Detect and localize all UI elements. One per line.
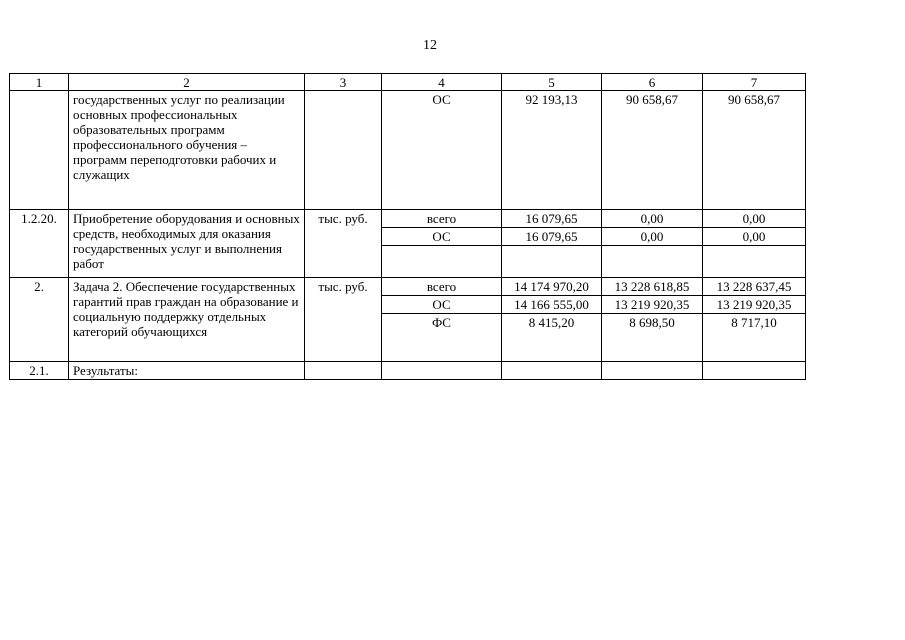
row-description: Приобретение оборудования и основных средств, необходимых для оказания государственных услуг и выполнения работ bbox=[69, 210, 305, 278]
source-cell: ОС bbox=[382, 296, 502, 314]
row-number-cell: 2.1. bbox=[10, 362, 69, 380]
source-cell: ФС bbox=[382, 314, 502, 362]
value-cell: 90 658,67 bbox=[602, 91, 703, 210]
value-cell: 0,00 bbox=[602, 228, 703, 246]
value-cell: 8 698,50 bbox=[602, 314, 703, 362]
value-cell: 8 717,10 bbox=[703, 314, 806, 362]
value-cell: 13 219 920,35 bbox=[703, 296, 806, 314]
row-description: Результаты: bbox=[69, 362, 305, 380]
header-cell: 1 bbox=[10, 74, 69, 91]
source-cell: всего bbox=[382, 278, 502, 296]
table-row bbox=[10, 278, 806, 296]
value-cell: 92 193,13 bbox=[502, 91, 602, 210]
header-cell: 7 bbox=[703, 74, 806, 91]
value-cell: 0,00 bbox=[703, 228, 806, 246]
value-cell: 13 228 637,45 bbox=[703, 278, 806, 296]
table-row bbox=[10, 210, 806, 228]
unit-cell: тыс. руб. bbox=[305, 278, 382, 362]
value-cell: 14 174 970,20 bbox=[502, 278, 602, 296]
value-cell: 13 228 618,85 bbox=[602, 278, 703, 296]
table-row bbox=[10, 91, 806, 210]
value-cell bbox=[703, 362, 806, 380]
row-number-cell bbox=[10, 91, 69, 210]
header-cell: 5 bbox=[502, 74, 602, 91]
unit-cell bbox=[305, 362, 382, 380]
source-cell: всего bbox=[382, 210, 502, 228]
value-cell bbox=[502, 246, 602, 278]
header-cell: 4 bbox=[382, 74, 502, 91]
value-cell bbox=[602, 362, 703, 380]
value-cell: 16 079,65 bbox=[502, 210, 602, 228]
value-cell: 13 219 920,35 bbox=[602, 296, 703, 314]
row-description: государственных услуг по реализации основных профессиональных образовательных программ профессионального обучения – программ переподготовки рабочих и служащих bbox=[69, 91, 305, 210]
value-cell bbox=[502, 362, 602, 380]
value-cell bbox=[602, 246, 703, 278]
table-row bbox=[10, 362, 806, 380]
row-description: Задача 2. Обеспечение государственных гарантий прав граждан на образование и социальную поддержку отдельных категорий обучающихся bbox=[69, 278, 305, 362]
value-cell: 16 079,65 bbox=[502, 228, 602, 246]
value-cell bbox=[703, 246, 806, 278]
budget-table bbox=[9, 73, 806, 380]
row-number-cell: 1.2.20. bbox=[10, 210, 69, 278]
value-cell: 0,00 bbox=[703, 210, 806, 228]
header-cell: 6 bbox=[602, 74, 703, 91]
header-cell: 2 bbox=[69, 74, 305, 91]
value-cell: 90 658,67 bbox=[703, 91, 806, 210]
source-cell bbox=[382, 246, 502, 278]
value-cell: 8 415,20 bbox=[502, 314, 602, 362]
row-number-cell: 2. bbox=[10, 278, 69, 362]
source-cell: ОС bbox=[382, 91, 502, 210]
unit-cell bbox=[305, 91, 382, 210]
header-cell: 3 bbox=[305, 74, 382, 91]
source-cell: ОС bbox=[382, 228, 502, 246]
source-cell bbox=[382, 362, 502, 380]
unit-cell: тыс. руб. bbox=[305, 210, 382, 278]
table-header-row bbox=[10, 74, 806, 91]
page-number: 12 bbox=[423, 38, 437, 53]
value-cell: 14 166 555,00 bbox=[502, 296, 602, 314]
value-cell: 0,00 bbox=[602, 210, 703, 228]
